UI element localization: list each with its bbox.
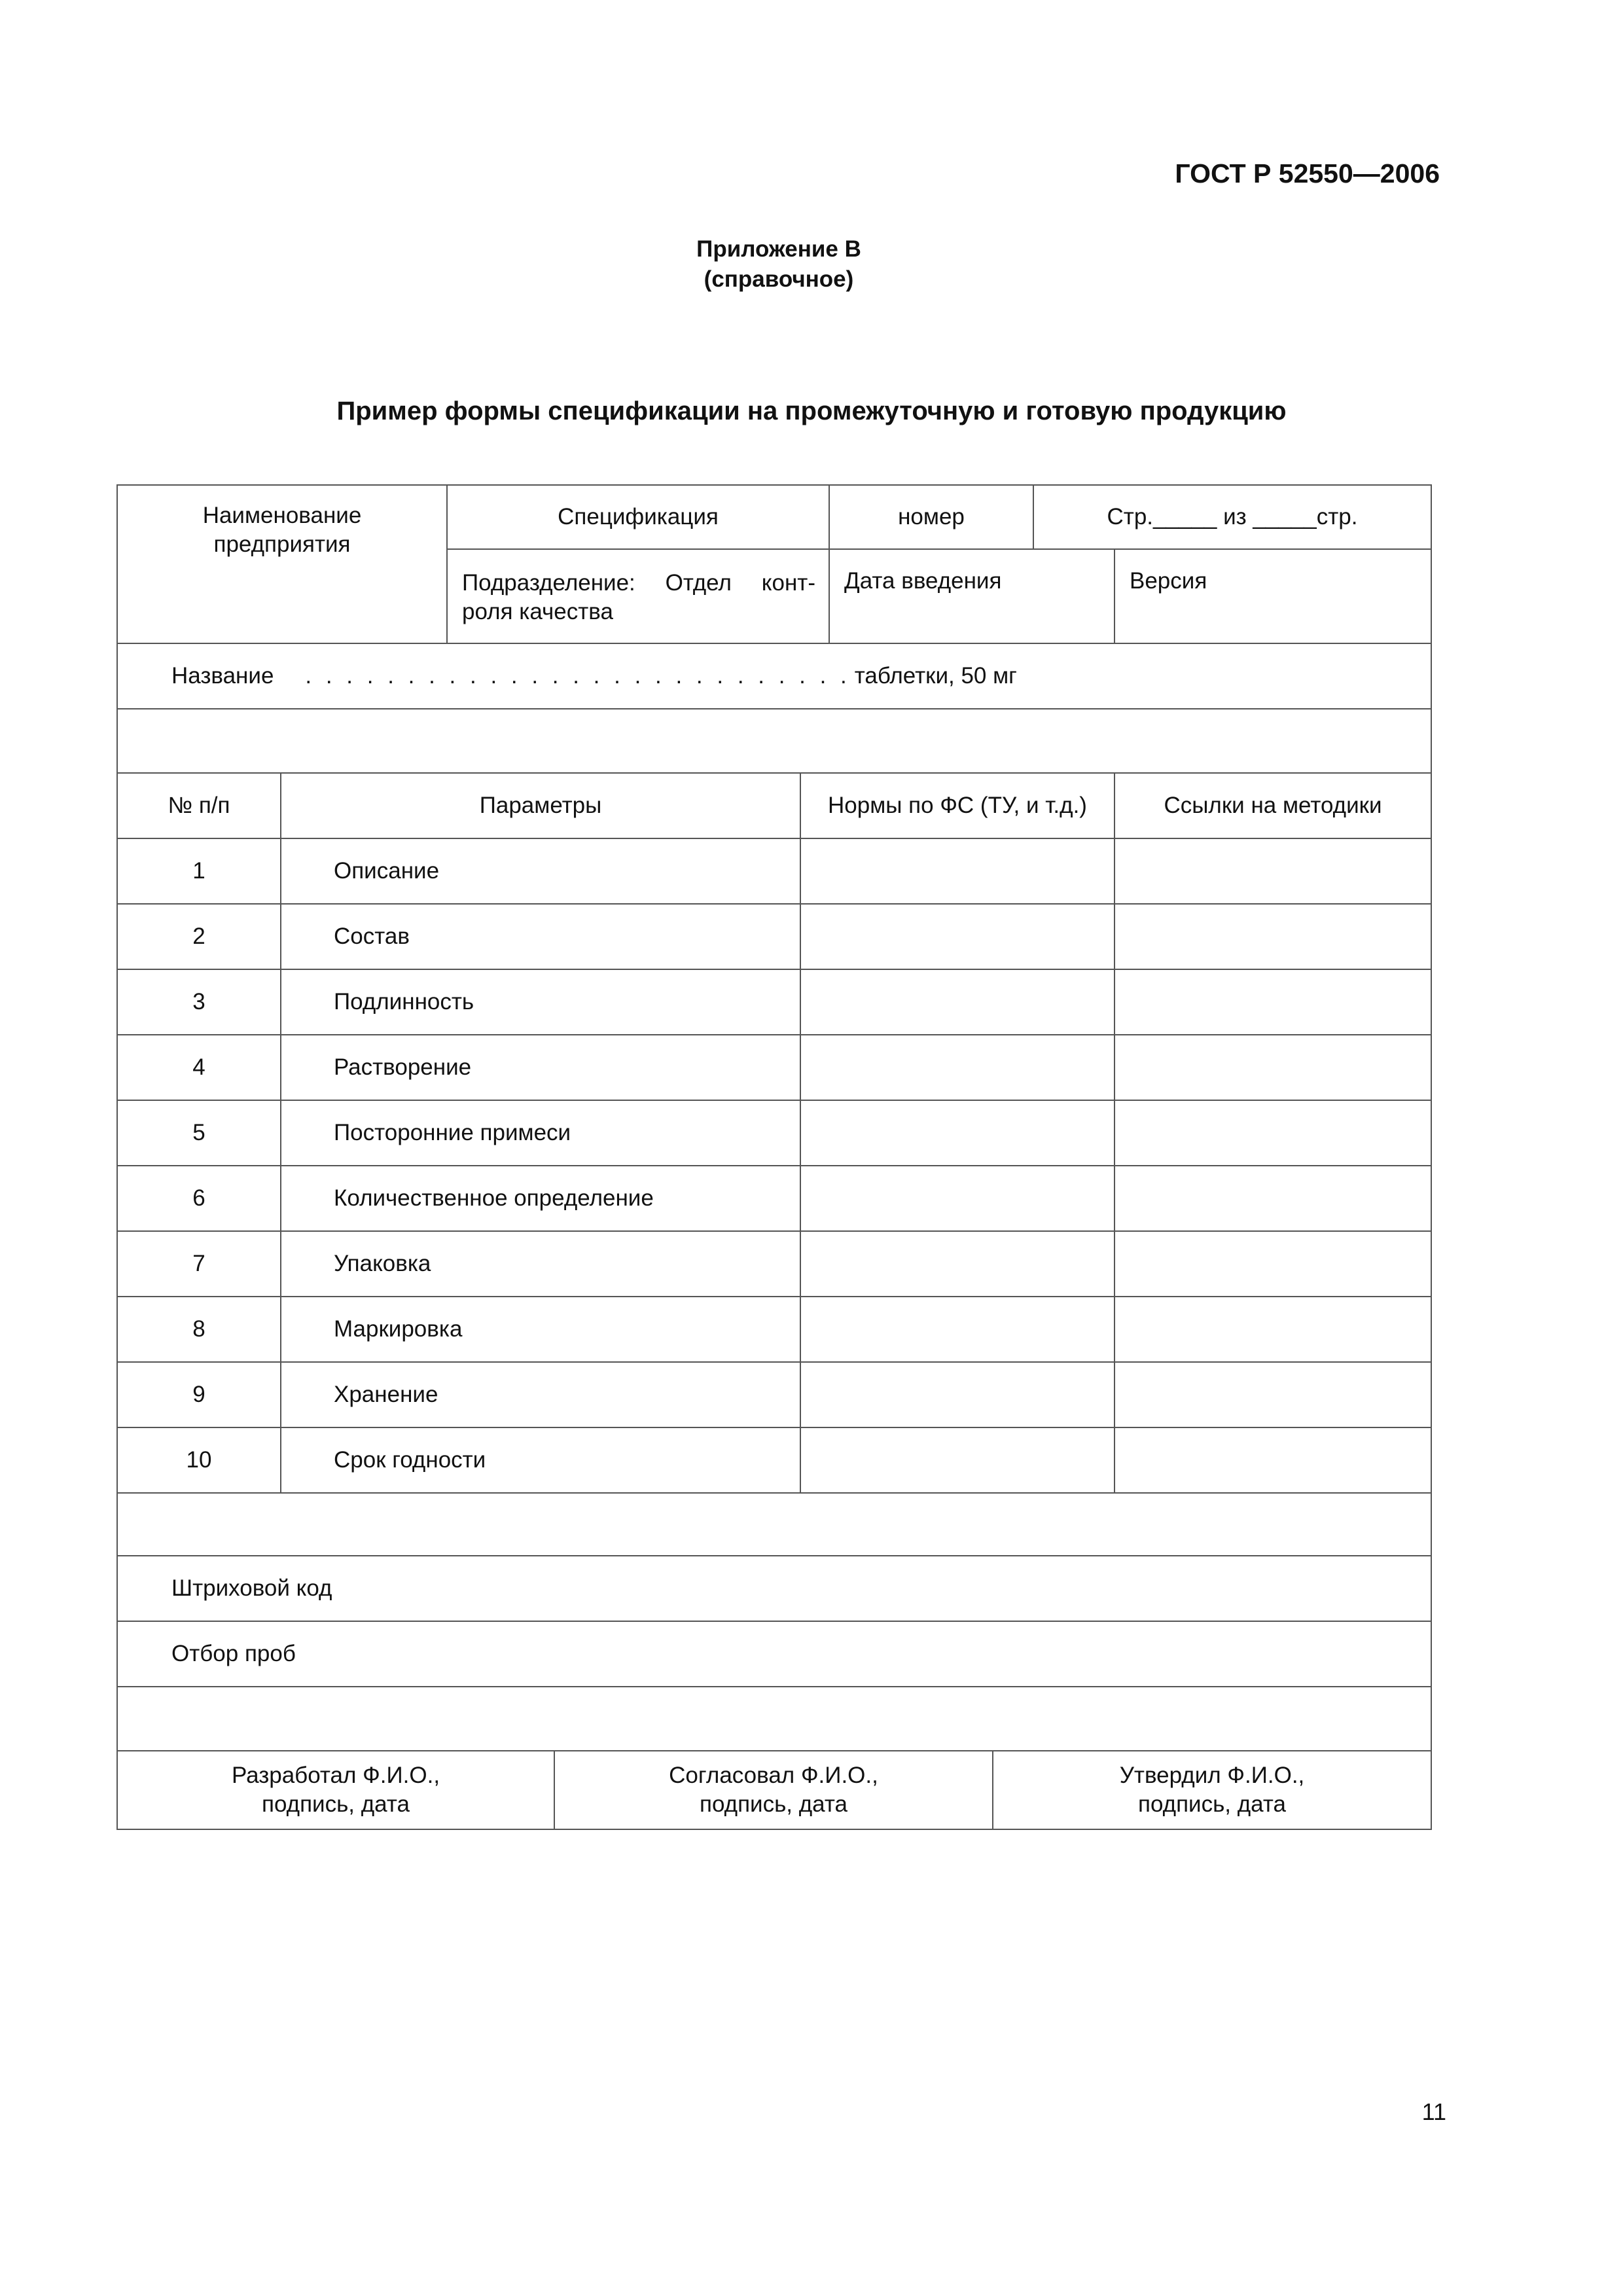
division-line: Подразделение: Отдел конт- <box>462 570 815 596</box>
form-rule <box>1114 548 1115 644</box>
row-number: 9 <box>192 1382 205 1407</box>
product-name-value: таблетки, 50 мг <box>854 663 1017 689</box>
product-name-row <box>171 644 1415 708</box>
division-line: роля качества <box>462 599 613 624</box>
signature-approved <box>993 1751 1431 1829</box>
signature-line: Утвердил Ф.И.О., <box>1119 1763 1305 1788</box>
number-cell: номер <box>898 504 965 529</box>
row-parameter: Упаковка <box>334 1251 431 1276</box>
row-number: 5 <box>192 1120 205 1145</box>
column-header-number: № п/п <box>168 793 230 818</box>
spec-cell: Спецификация <box>558 504 719 529</box>
page-count-cell: Стр._____ из _____стр. <box>1107 504 1358 529</box>
form-rule <box>1114 772 1115 1494</box>
row-parameter: Количественное определение <box>334 1185 654 1211</box>
row-parameter: Срок годности <box>334 1447 486 1473</box>
form-border-right <box>1431 484 1432 1830</box>
form-border-bottom <box>116 1829 1432 1830</box>
appendix-type: (справочное) <box>704 266 854 292</box>
row-parameter: Хранение <box>334 1382 438 1407</box>
form-rule <box>280 772 281 1494</box>
form-rule <box>800 772 801 1494</box>
sampling-row: Отбор проб <box>171 1641 296 1666</box>
product-name-label: Название <box>171 663 274 689</box>
barcode-row: Штриховой код <box>171 1575 332 1601</box>
appendix-label: Приложение В <box>696 236 861 262</box>
standard-number: ГОСТ Р 52550—2006 <box>1175 158 1440 188</box>
form-rule <box>116 1492 1432 1494</box>
signature-line: Согласовал Ф.И.О., <box>669 1763 878 1788</box>
column-header-parameters: Параметры <box>479 793 602 818</box>
row-number: 4 <box>192 1054 205 1080</box>
signature-line: подпись, дата <box>700 1791 847 1817</box>
column-header-norms: Нормы по ФС (ТУ, и т.д.) <box>828 793 1087 818</box>
row-number: 3 <box>192 989 205 1014</box>
row-number: 6 <box>192 1185 205 1211</box>
product-name-dots: . . . . . . . . . . . . . . . . . . . . . . . . . . . <box>305 663 851 689</box>
signature-line: подпись, дата <box>262 1791 410 1817</box>
row-number: 8 <box>192 1316 205 1342</box>
org-name-cell <box>118 497 446 563</box>
division-cell <box>462 555 815 640</box>
row-number: 1 <box>192 858 205 884</box>
row-parameter: Маркировка <box>334 1316 463 1342</box>
intro-date-cell: Дата введения <box>844 568 1002 594</box>
signature-line: подпись, дата <box>1138 1791 1286 1817</box>
row-parameter: Растворение <box>334 1054 472 1080</box>
row-number: 10 <box>186 1447 212 1473</box>
form-rule <box>116 708 1432 709</box>
page-number: 11 <box>1421 2098 1446 2125</box>
org-name-line: Наименование <box>202 503 362 528</box>
row-number: 7 <box>192 1251 205 1276</box>
page-title: Пример формы спецификации на промежуточную и готовую продукцию <box>336 397 1287 425</box>
row-parameter: Посторонние примеси <box>334 1120 571 1145</box>
signature-developed <box>118 1751 554 1829</box>
signature-line: Разработал Ф.И.О., <box>231 1763 440 1788</box>
column-header-methods: Ссылки на методики <box>1164 793 1382 818</box>
row-parameter: Подлинность <box>334 989 474 1014</box>
form-rule <box>116 1686 1432 1687</box>
org-name-line: предприятия <box>213 531 351 557</box>
row-parameter: Состав <box>334 924 410 949</box>
row-number: 2 <box>192 924 205 949</box>
row-parameter: Описание <box>334 858 440 884</box>
signature-agreed <box>555 1751 992 1829</box>
version-cell: Версия <box>1130 568 1207 594</box>
